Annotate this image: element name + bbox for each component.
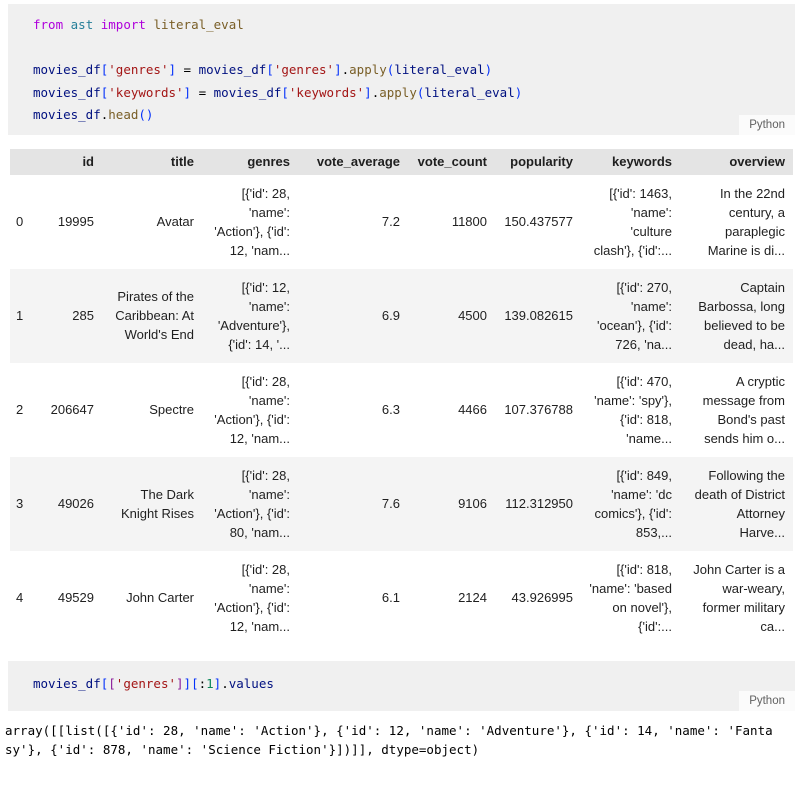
language-label[interactable]: Python: [739, 691, 795, 711]
table-cell: 49026: [57, 496, 94, 511]
column-header: vote_average: [298, 149, 408, 175]
table-cell: 107.376788: [504, 402, 573, 417]
table-cell: [{'id': 12, 'name': 'Adventure'}, {'id': 14, '...: [217, 279, 290, 352]
table-cell: 7.2: [381, 214, 400, 229]
table-cell: [{'id': 28, 'name': 'Action'}, {'id': 12, 'nam...: [214, 561, 290, 634]
table-cell: 49529: [57, 590, 94, 605]
table-cell: 9106: [458, 496, 487, 511]
column-header: id: [40, 149, 102, 175]
language-label[interactable]: Python: [739, 115, 795, 135]
code-line: [33, 14, 785, 37]
table-cell: [{'id': 28, 'name': 'Action'}, {'id': 12, 'nam...: [214, 373, 290, 446]
code-token: ): [484, 62, 493, 77]
code-token: ]: [213, 675, 222, 691]
table-cell: 285: [72, 308, 94, 323]
table-cell: 19995: [57, 214, 94, 229]
table-cell: 4: [16, 590, 24, 605]
code-token: [: [281, 84, 289, 100]
code-token: literal_eval: [424, 84, 515, 100]
code-token: =: [176, 62, 199, 77]
text-output: array([[list([{'id': 28, 'name': 'Action'}, {'id': 12, 'name': 'Adventure'}, {'id': 14, 'name': 'Fantasy'}, {'id': 878, 'name': 'Science Fiction'}])]], dtype=object): [5, 723, 773, 757]
table-cell: A cryptic message from Bond's past sends him o...: [702, 373, 785, 446]
table-cell: Pirates of the Caribbean: At World's End: [115, 289, 194, 342]
code-token: 'keywords': [288, 84, 365, 100]
code-token: [: [100, 84, 109, 100]
table-cell: The Dark Knight Rises: [121, 486, 194, 521]
table-cell: 11800: [451, 214, 487, 229]
table-cell: 2: [16, 402, 24, 417]
code-token: ]: [176, 675, 184, 691]
column-header: popularity: [495, 149, 581, 175]
code-token: movies_df: [33, 107, 101, 122]
table-cell: 43.926995: [511, 590, 573, 605]
table-cell: John Carter: [126, 590, 194, 605]
code-token: :: [198, 675, 207, 691]
code-token: 'keywords': [108, 84, 184, 100]
code-token: ): [145, 107, 154, 122]
code-token: 'genres': [115, 675, 177, 691]
code-token: .: [341, 62, 350, 77]
table-cell: 6.9: [381, 308, 400, 323]
code-line: [33, 104, 785, 127]
column-header: title: [102, 149, 202, 175]
code-token: values: [228, 675, 274, 691]
table-cell: 2124: [458, 590, 487, 605]
table-cell: [{'id': 270, 'name': 'ocean'}, {'id': 726, 'na...: [597, 279, 672, 352]
code-token: literal_eval: [153, 17, 244, 32]
code-line: [33, 82, 785, 105]
code-token: ]: [334, 62, 342, 77]
code-token: movies_df: [198, 62, 267, 77]
code-token: ]: [183, 84, 192, 100]
code-token: 1: [206, 675, 214, 691]
table-cell: Avatar: [156, 214, 194, 229]
table-cell: 4500: [458, 308, 487, 323]
table-cell: [{'id': 28, 'name': 'Action'}, {'id': 80, 'nam...: [214, 467, 290, 540]
code-token: [: [266, 62, 274, 77]
dataframe-table: [10, 149, 793, 645]
code-token: [93, 17, 101, 32]
table-cell: 1: [16, 308, 24, 323]
code-token: [: [100, 675, 109, 691]
column-header: keywords: [581, 149, 680, 175]
column-header: vote_count: [408, 149, 495, 175]
code-token: ]: [168, 62, 177, 77]
code-token: .: [221, 675, 229, 691]
table-cell: 150.437577: [504, 214, 573, 229]
code-token: (: [138, 107, 146, 122]
code-token: from: [33, 17, 64, 32]
dataframe-output: [10, 149, 794, 645]
code-token: movies_df: [33, 84, 101, 100]
code-editor-1[interactable]: [33, 14, 785, 127]
code-token: =: [191, 84, 214, 100]
table-cell: 6.1: [381, 590, 400, 605]
code-token: ast: [70, 17, 94, 32]
table-cell: [{'id': 818, 'name': 'based on novel'}, {'id':...: [589, 561, 672, 634]
table-row: [10, 175, 793, 269]
code-token: [: [108, 675, 116, 691]
code-line: [33, 59, 785, 82]
table-cell: 112.312950: [505, 496, 573, 511]
code-token: ): [514, 84, 523, 100]
code-cell-2[interactable]: [8, 661, 795, 712]
code-line: [33, 37, 785, 60]
code-editor-2[interactable]: [33, 673, 785, 696]
table-cell: John Carter is a war-weary, former military ca...: [693, 561, 785, 634]
code-token: .: [100, 107, 109, 122]
code-token: apply: [349, 62, 387, 77]
code-token: (: [386, 62, 395, 77]
table-cell: [{'id': 470, 'name': 'spy'}, {'id': 818, 'name...: [594, 373, 672, 446]
table-cell: 7.6: [381, 496, 400, 511]
code-token: (: [416, 84, 425, 100]
code-token: head: [108, 107, 139, 122]
table-cell: Spectre: [149, 402, 194, 417]
table-cell: [{'id': 28, 'name': 'Action'}, {'id': 12, 'nam...: [214, 185, 290, 258]
table-cell: Following the death of District Attorney Harve...: [694, 467, 785, 540]
code-token: ]: [183, 675, 192, 691]
table-row: [10, 551, 793, 645]
code-token: 'genres': [108, 62, 169, 77]
code-token: ]: [364, 84, 372, 100]
code-token: apply: [379, 84, 417, 100]
column-header: [10, 149, 40, 175]
table-cell: 139.082615: [504, 308, 573, 323]
table-row: [10, 457, 793, 551]
code-token: literal_eval: [394, 62, 485, 77]
table-row: [10, 269, 793, 363]
table-cell: 206647: [50, 402, 94, 417]
code-token: .: [371, 84, 380, 100]
table-row: [10, 363, 793, 457]
table-cell: 6.3: [381, 402, 400, 417]
code-line: [33, 673, 785, 696]
table-cell: 4466: [458, 402, 487, 417]
code-token: import: [100, 17, 146, 32]
code-token: movies_df: [213, 84, 282, 100]
column-header: genres: [202, 149, 298, 175]
code-token: 'genres': [273, 62, 335, 77]
table-header-row: [10, 149, 793, 175]
table-cell: In the 22nd century, a paraplegic Marine is di...: [707, 185, 785, 258]
table-cell: Captain Barbossa, long believed to be dead, ha...: [698, 279, 785, 352]
code-token: [: [100, 62, 109, 77]
table-cell: 0: [16, 214, 24, 229]
code-token: movies_df: [33, 62, 101, 77]
notebook-page: [0, 4, 803, 801]
code-token: [: [191, 675, 199, 691]
code-token: movies_df: [33, 675, 101, 691]
column-header: overview: [680, 149, 793, 175]
code-token: [63, 17, 71, 32]
table-cell: 3: [16, 496, 24, 511]
code-cell-1[interactable]: [8, 4, 795, 135]
table-cell: [{'id': 1463, 'name': 'culture clash'}, {'id':...: [593, 185, 672, 258]
table-cell: [{'id': 849, 'name': 'dc comics'}, {'id': 853,...: [594, 467, 672, 540]
